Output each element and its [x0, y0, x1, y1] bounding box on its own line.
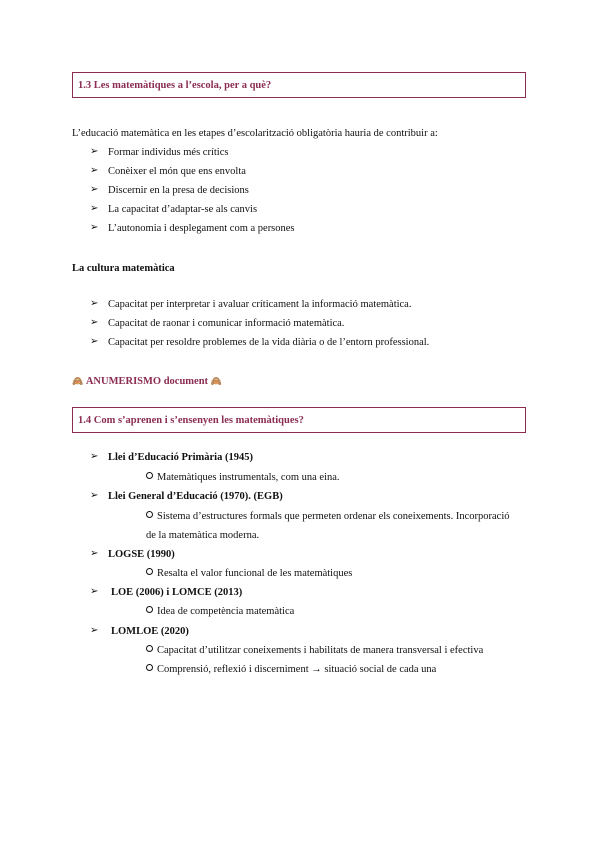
- list-item: Capacitat per resoldre problemes de la vida diària o de l’entorn professional.: [108, 337, 430, 348]
- list-item: Capacitat de raonar i comunicar informació matemàtica.: [108, 318, 345, 329]
- arrow-bullet-icon: ➢: [90, 336, 99, 347]
- circle-bullet-icon: [146, 606, 153, 613]
- list-item: Capacitat per interpretar i avaluar críticament la informació matemàtica.: [108, 299, 412, 310]
- arrow-bullet-icon: ➢: [90, 548, 99, 559]
- circle-bullet-icon: [146, 568, 153, 575]
- list-item: L’autonomia i desplegament com a persones: [108, 223, 295, 234]
- law-subitem: Comprensió, reflexió i discerniment → situació social de cada una: [146, 663, 436, 676]
- arrow-bullet-icon: ➢: [90, 490, 99, 501]
- anumerismo-label: ANUMERISMO document: [85, 376, 209, 387]
- arrow-bullet-icon: ➢: [90, 298, 99, 309]
- arrow-bullet-icon: ➢: [90, 146, 99, 157]
- law-item: Llei d’Educació Primària (1945): [108, 452, 253, 463]
- law-subitem-continuation: de la matemàtica moderna.: [146, 530, 260, 541]
- list-item: La capacitat d’adaptar-se als canvis: [108, 204, 258, 215]
- list-item: Discernir en la presa de decisions: [108, 185, 249, 196]
- law-subitem: Resalta el valor funcional de les matemàtiques: [146, 567, 352, 580]
- law-item: LOMLOE (2020): [111, 626, 189, 637]
- section-1-4-heading: [72, 407, 526, 433]
- arrow-bullet-icon: ➢: [90, 451, 99, 462]
- circle-bullet-icon: [146, 511, 153, 518]
- arrow-bullet-icon: ➢: [90, 203, 99, 214]
- arrow-bullet-icon: ➢: [90, 165, 99, 176]
- monkey-see-no-evil-icon: 🙈: [210, 377, 222, 387]
- law-subitem: Idea de competència matemàtica: [146, 605, 294, 618]
- arrow-bullet-icon: ➢: [90, 184, 99, 195]
- circle-bullet-icon: [146, 472, 153, 479]
- law-item: LOGSE (1990): [108, 549, 175, 560]
- list-item: Conèixer el món que ens envolta: [108, 166, 246, 177]
- law-item: LOE (2006) i LOMCE (2013): [111, 587, 243, 598]
- section-1-3-heading: [72, 72, 526, 98]
- list-item: Formar individus més crítics: [108, 147, 229, 158]
- anumerismo-document-link[interactable]: [72, 375, 222, 389]
- culture-heading: La cultura matemàtica: [72, 263, 175, 274]
- arrow-bullet-icon: ➢: [90, 317, 99, 328]
- arrow-bullet-icon: ➢: [90, 222, 99, 233]
- arrow-bullet-icon: ➢: [90, 625, 99, 636]
- section-1-3-title: 1.3 Les matemàtiques a l’escola, per a què?: [78, 79, 272, 91]
- section-1-4-title: 1.4 Com s’aprenen i s’ensenyen les matemàtiques?: [78, 414, 304, 426]
- law-subitem: Sistema d’estructures formals que permeten ordenar els coneixements. Incorporació: [146, 510, 510, 523]
- law-subitem: Matemàtiques instrumentals, com una eina.: [146, 471, 340, 484]
- circle-bullet-icon: [146, 645, 153, 652]
- law-item: Llei General d’Educació (1970). (EGB): [108, 491, 283, 502]
- arrow-bullet-icon: ➢: [90, 586, 99, 597]
- monkey-see-no-evil-icon: 🙈: [72, 377, 84, 387]
- law-subitem: Capacitat d’utilitzar coneixements i habilitats de manera transversal i efectiva: [146, 644, 483, 657]
- intro-paragraph: L’educació matemàtica en les etapes d’escolarització obligatòria hauria de contribuir a:: [72, 128, 438, 139]
- circle-bullet-icon: [146, 664, 153, 671]
